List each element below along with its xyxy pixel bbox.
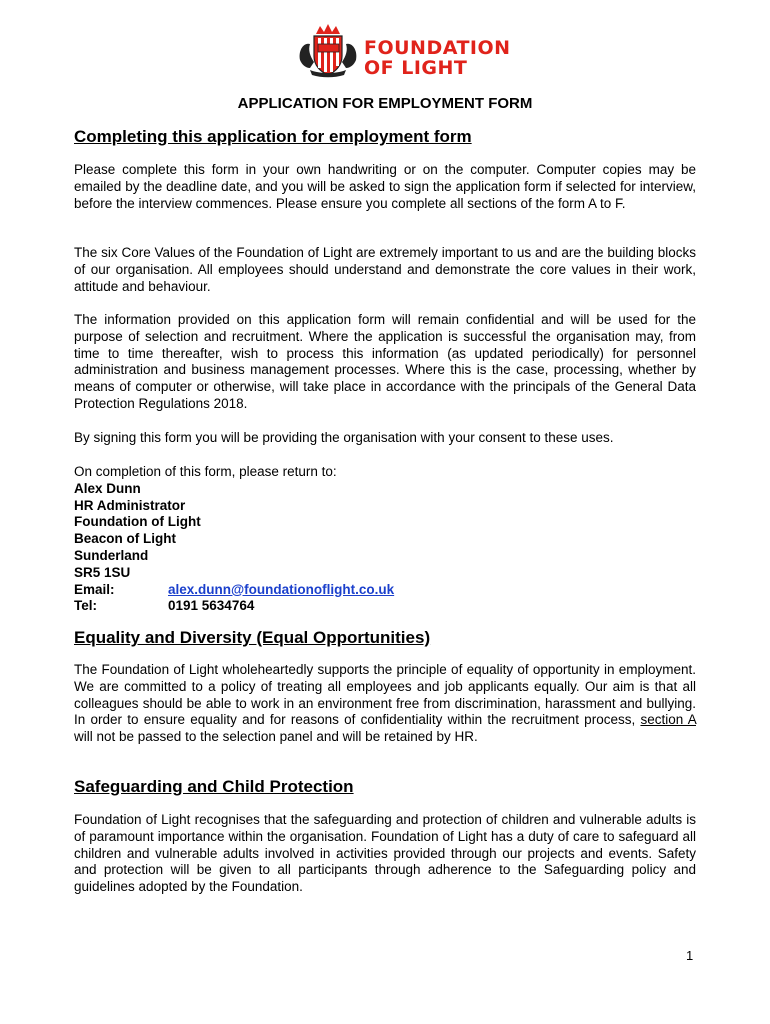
contact-building: Beacon of Light [74,531,176,547]
contact-tel-row [74,598,394,615]
tel-label: Tel: [74,598,97,614]
page-number: 1 [686,948,694,963]
section-a-reference: section A [640,712,696,728]
form-title: APPLICATION FOR EMPLOYMENT FORM [237,95,533,112]
foundation-logo [296,20,511,79]
completing-paragraph-2: The six Core Values of the Foundation of Light are extremely important to us and are the building blocks of our organisation. All employees should understand and demonstrate the core values in their work, attitude and behaviour. [74,245,696,294]
completing-paragraph-3: The information provided on this application form will remain confidential and will be used for the purpose of selection and recruitment. Where the application is successful the organisation may, from time to time thereafter, wish to process this information (as updated periodically) for personnel administration and business management processes. Where this is the case, processing, whether by means of computer or otherwise, will take place in accordance with the principals of the General Data Protection Regulations 2018. [74,312,696,411]
completing-paragraph-1: Please complete this form in your own handwriting or on the computer. Computer copies may be emailed by the deadline date, and you will be asked to sign the application form if selected for interview, before the interview commences. Please ensure you complete all sections of the form A to F. [74,162,696,211]
equality-text-before: The Foundation of Light wholeheartedly supports the principle of equality of opportunity in employment. We are committed to a policy of treating all employees and job applicants equally. Our aim is that all colleagues should be able to work in an environment free from discrimination, harassment and bullying. In order to ensure equality and for reasons of confidentiality within the recruitment process, [74,662,696,728]
logo-text-line2: OF LIGHT [364,57,468,79]
contact-city: Sunderland [74,547,149,563]
safeguarding-paragraph: Foundation of Light recognises that the safeguarding and protection of children and vulnerable adults is of paramount importance within the organisation. Foundation of Light has a duty of care to safeguard all children and vulnerable adults involved in activities provided through our projects and events. Safety and protection will be given to all participants through adherence to the Safeguarding policy and guidelines adopted by the Foundation. [74,812,696,895]
contact-role: HR Administrator [74,497,186,513]
contact-email-row [74,582,394,599]
completing-paragraph-4: By signing this form you will be providing the organisation with your consent to these uses. [74,430,614,445]
contact-postcode: SR5 1SU [74,564,131,580]
equality-heading: Equality and Diversity (Equal Opportunities) [74,628,431,647]
return-address-block [74,464,394,615]
email-link[interactable]: alex.dunn@foundationoflight.co.uk [168,581,395,597]
equality-paragraph [74,662,696,746]
contact-name: Alex Dunn [74,480,141,496]
tel-value: 0191 5634764 [168,598,255,614]
equality-text-after: will not be passed to the selection panel and will be retained by HR. [74,729,478,745]
contact-organisation: Foundation of Light [74,514,201,530]
return-intro: On completion of this form, please return to: [74,464,337,479]
email-label: Email: [74,581,115,597]
safeguarding-heading: Safeguarding and Child Protection [74,777,354,796]
completing-heading: Completing this application for employment form [74,127,472,146]
logo-text-line1: FOUNDATION [364,37,511,59]
crest-icon [296,20,360,78]
